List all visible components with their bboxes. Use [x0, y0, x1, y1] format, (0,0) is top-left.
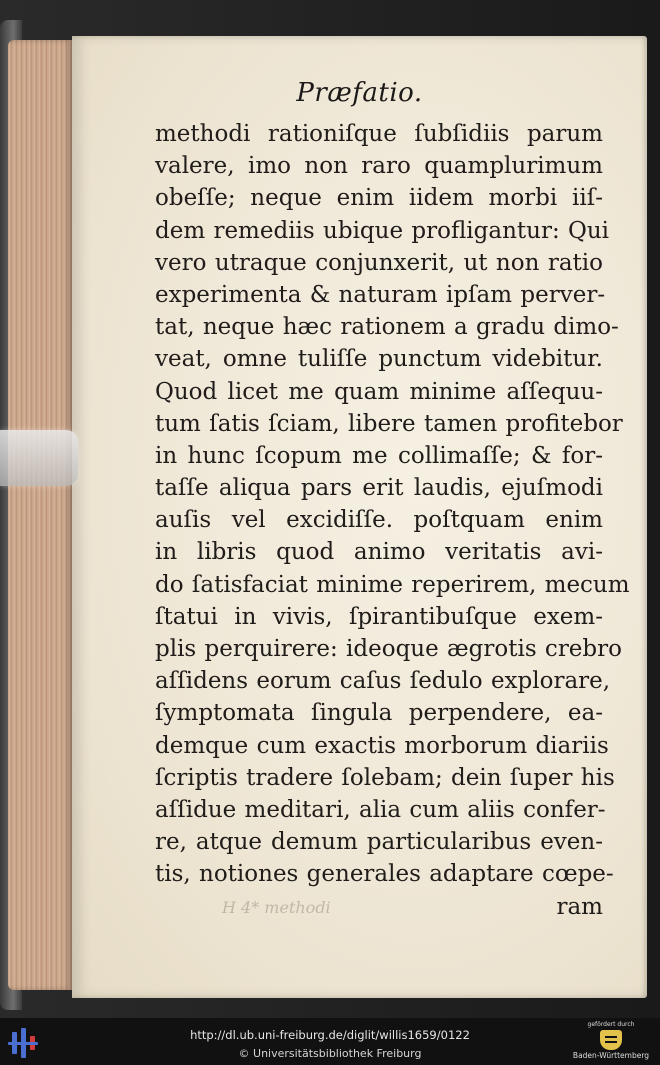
- text-line: tat, neque hæc rationem a gradu dimo-: [155, 314, 619, 341]
- sponsor-label: gefördert durch: [587, 1021, 635, 1028]
- text-line: ſcriptis tradere ſolebam; dein ſuper his: [155, 764, 615, 791]
- bleed-through-text: H 4* methodi: [222, 898, 331, 917]
- text-line: vero utraque conjunxerit, ut non ratio: [155, 249, 603, 276]
- text-line: ſymptomata ſingula perpendere, ea-: [155, 700, 603, 727]
- sponsor-name: Baden-Württemberg: [572, 1051, 650, 1060]
- text-line: dem remediis ubique profligantur: Qui: [155, 217, 610, 244]
- text-line: veat, omne tuliſſe punctum videbitur.: [155, 346, 603, 373]
- text-line: in hunc ſcopum me collimaſſe; & for-: [155, 442, 603, 469]
- text-line: taſſe aliqua pars erit laudis, ejuſmodi: [155, 475, 603, 502]
- permalink-url[interactable]: http://dl.ub.uni-freiburg.de/diglit/willis1659/0122: [190, 1028, 470, 1042]
- text-line: tis, notiones generales adaptare cœpe-: [155, 861, 614, 888]
- page-edges: [8, 40, 72, 990]
- viewer-footer: [0, 1018, 660, 1065]
- text-line: ram: [556, 893, 603, 920]
- text-line: do ſatisfaciat minime reperirem, mecum: [155, 571, 630, 598]
- text-line: demque cum exactis morborum diariis: [155, 732, 609, 759]
- sponsor-badge: [570, 1021, 652, 1063]
- text-line: aſſidue meditari, alia cum aliis confer-: [155, 796, 606, 823]
- text-line: methodi rationiſque ſubſidiis parum: [155, 121, 603, 147]
- bookmark-tab: [0, 430, 78, 486]
- text-line: plis perquirere: ideoque ægrotis crebro: [155, 636, 622, 662]
- text-line: valere, imo non raro quamplurimum: [155, 153, 603, 180]
- copyright-notice: © Universitätsbibliothek Freiburg: [238, 1047, 422, 1060]
- text-line: experimenta & naturam ipſam perver-: [155, 281, 606, 308]
- text-line: tum ſatis ſciam, libere tamen profitebor: [155, 410, 623, 437]
- text-line: aſſidens eorum caſus ſedulo explorare,: [155, 668, 611, 695]
- running-head: Præfatio.: [296, 78, 423, 108]
- text-line: Quod licet me quam minime aſſequu-: [155, 378, 603, 405]
- text-line: in libris quod animo veritatis avi-: [155, 539, 603, 566]
- text-line: auſis vel excidiſſe. poſtquam enim: [155, 507, 603, 534]
- book-page: [72, 36, 647, 998]
- text-line: ſtatui in vivis, ſpirantibuſque exem-: [155, 603, 603, 630]
- body-text: [155, 118, 630, 923]
- coat-of-arms-icon: [600, 1030, 622, 1050]
- text-line: re, atque demum particularibus even-: [155, 829, 603, 856]
- text-line: obeſſe; neque enim iidem morbi iiſ-: [155, 185, 603, 212]
